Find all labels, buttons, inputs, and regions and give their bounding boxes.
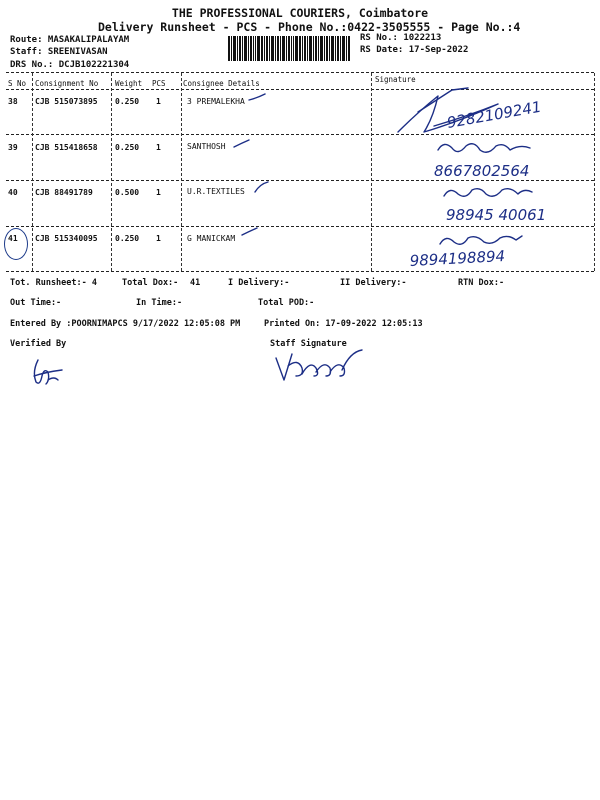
document-subtitle: Delivery Runsheet - PCS - Phone No.:0422-3505555 - Page No.:4	[98, 20, 521, 34]
signature-phone-text: 9894198894	[409, 247, 506, 270]
in-time-label: In Time:-	[136, 298, 183, 308]
column-header-pcs: PCS	[152, 79, 166, 88]
column-header-weight: Weight	[115, 79, 143, 88]
total-runsheet: Tot. Runsheet:- 4	[10, 278, 97, 288]
column-divider	[32, 73, 33, 271]
row-pcs: 1	[156, 97, 161, 106]
signature-phone-text: 9282109241	[445, 97, 543, 132]
rtn-dox-label: RTN Dox:-	[458, 278, 505, 288]
consignee-signature-row-3	[440, 182, 560, 228]
row-consignment: CJB 515073895	[35, 97, 98, 106]
staff-label: Staff: SREENIVASAN	[10, 47, 108, 57]
drs-number: DRS No.: DCJB102221304	[10, 60, 130, 70]
row-weight: 0.250	[115, 143, 140, 152]
column-divider	[594, 73, 595, 271]
total-dox-label: Total Dox:-	[122, 278, 179, 288]
tick-mark-icon	[240, 226, 260, 238]
row-sno: 38	[8, 97, 18, 106]
column-header-consignment: Consignment No	[35, 79, 99, 88]
column-header-signature: Signature	[375, 75, 416, 84]
row-consignee: U.R.TEXTILES	[187, 187, 245, 196]
row-sno: 41	[8, 234, 18, 243]
row-consignment: CJB 515340095	[35, 234, 98, 243]
ii-delivery-label: II Delivery:-	[340, 278, 407, 288]
tick-mark-icon	[247, 92, 269, 104]
verified-by-label: Verified By	[10, 339, 67, 349]
barcode-image	[228, 36, 350, 61]
row-pcs: 1	[156, 234, 161, 243]
rs-number: RS No.: 1022213	[360, 33, 442, 43]
staff-signature-label: Staff Signature	[270, 339, 347, 349]
column-header-consignee: Consignee Details	[183, 79, 260, 88]
consignee-signature-row-2	[430, 136, 560, 182]
rs-date: RS Date: 17-Sep-2022	[360, 45, 469, 55]
row-sno: 40	[8, 188, 18, 197]
row-weight: 0.500	[115, 188, 140, 197]
row-consignment: CJB 515418658	[35, 143, 98, 152]
route-label: Route: MASAKALIPALAYAM	[10, 35, 130, 45]
row-sno: 39	[8, 143, 18, 152]
column-divider	[181, 73, 182, 271]
verifier-signature	[28, 356, 68, 390]
handwritten-circle-mark	[4, 228, 28, 260]
row-weight: 0.250	[115, 234, 140, 243]
printed-on: Printed On: 17-09-2022 12:05:13	[264, 319, 423, 329]
total-pod-label: Total POD:-	[258, 298, 315, 308]
tick-mark-icon	[232, 138, 252, 150]
row-consignment: CJB 88491789	[35, 188, 93, 197]
column-divider	[111, 73, 112, 271]
row-pcs: 1	[156, 143, 161, 152]
row-weight: 0.250	[115, 97, 140, 106]
consignee-signature-row-1	[378, 82, 558, 138]
entered-by: Entered By :POORNIMAPCS 9/17/2022 12:05:08 PM	[10, 319, 241, 329]
i-delivery-label: I Delivery:-	[228, 278, 290, 288]
signature-phone-text: 98945 40061	[446, 206, 547, 224]
row-pcs: 1	[156, 188, 161, 197]
out-time-label: Out Time:-	[10, 298, 62, 308]
tick-mark-icon	[252, 180, 272, 194]
table-top-rule	[6, 72, 594, 73]
document-title: THE PROFESSIONAL COURIERS, Coimbatore	[171, 6, 429, 20]
staff-signature	[272, 346, 368, 386]
total-dox-value: 41	[190, 278, 201, 288]
consignee-signature-row-4	[404, 228, 554, 274]
signature-phone-text: 8667802564	[434, 162, 530, 180]
row-consignee: SANTHOSH	[187, 142, 226, 151]
row-consignee: G MANICKAM	[187, 234, 236, 243]
column-divider	[371, 73, 372, 271]
row-consignee: 3 PREMALEKHA	[187, 97, 245, 106]
column-header-sno: S No	[8, 79, 27, 88]
